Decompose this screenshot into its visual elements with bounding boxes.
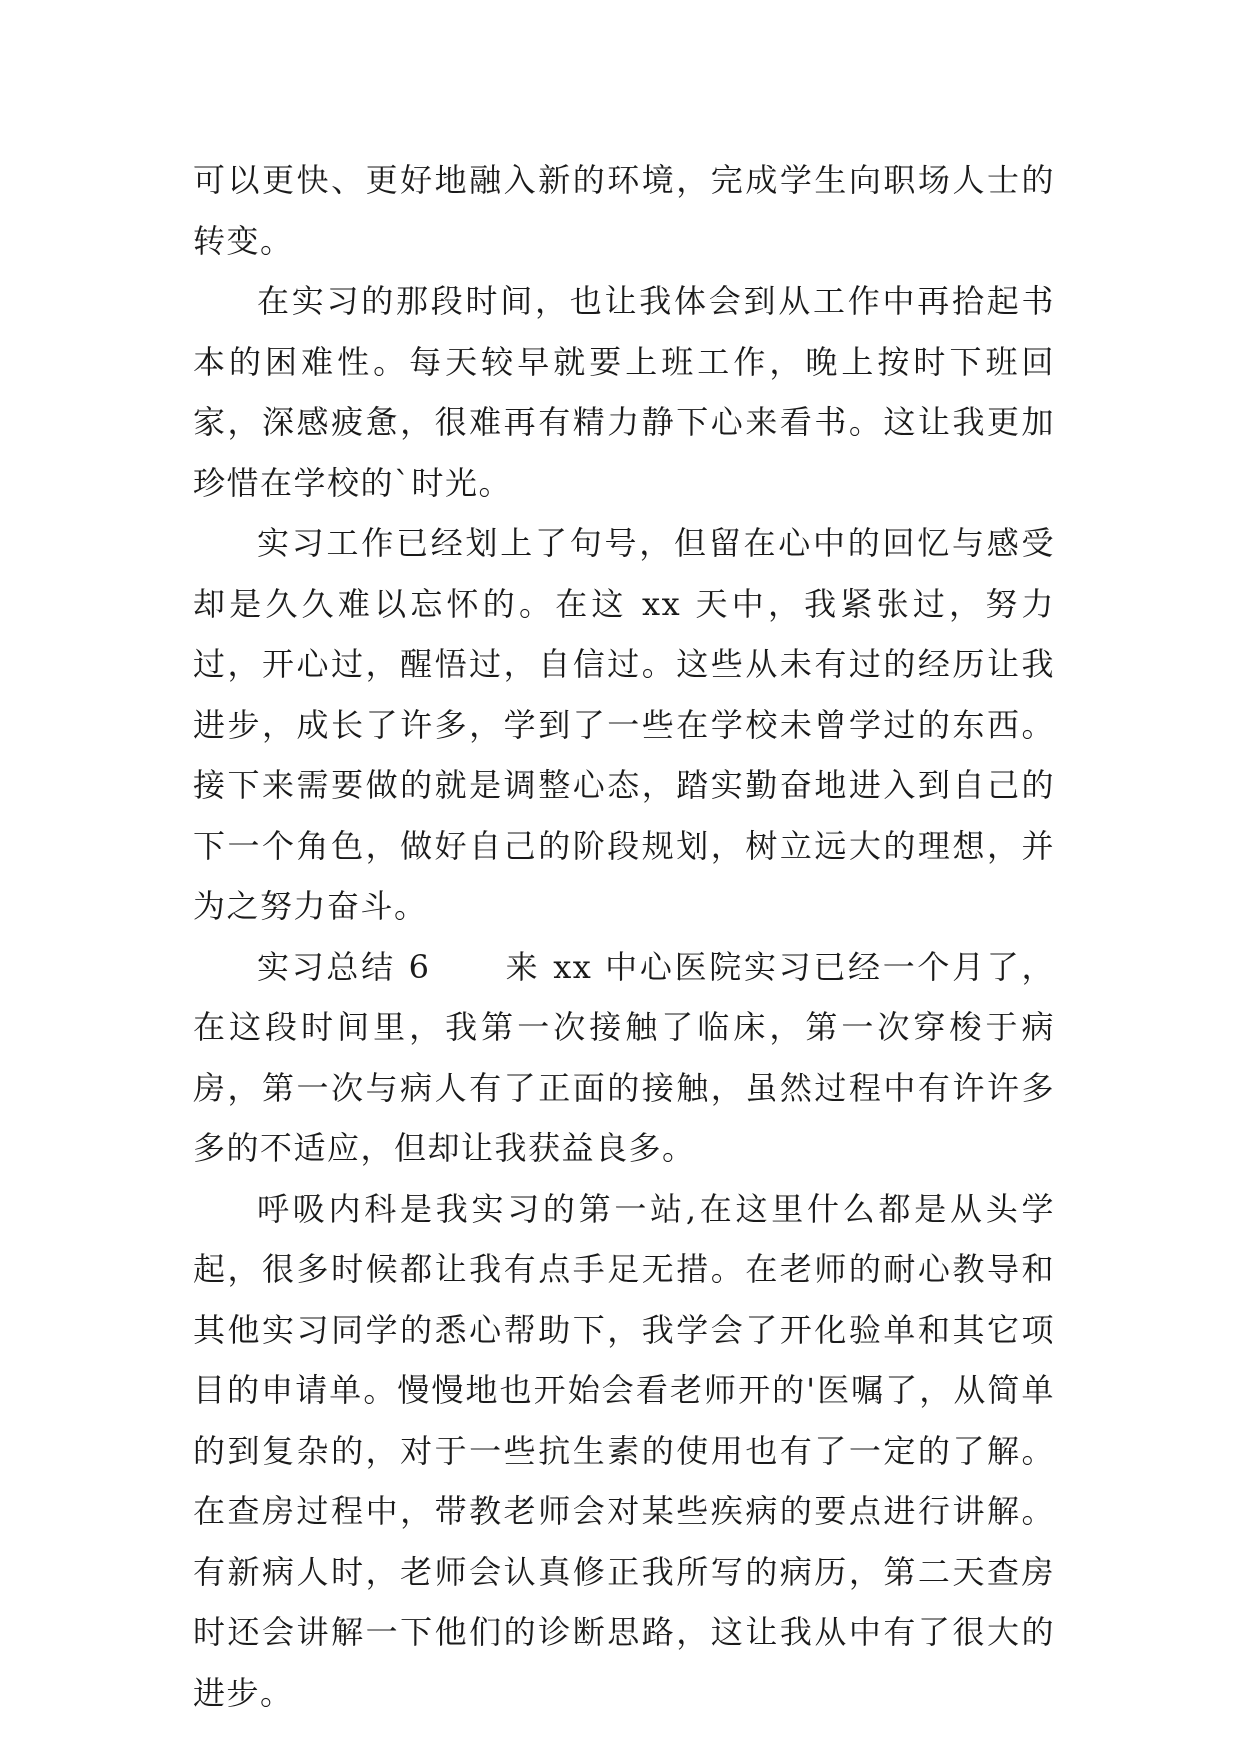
- paragraph-internship-reflection: 实习工作已经划上了句号，但留在心中的回忆与感受却是久久难以忘怀的。在这 xx 天中，我紧张过，努力过，开心过，醒悟过，自信过。这些从未有过的经历让我进步，成长了许多，学到了一些在学校未曾学过的东西。接下来需要做的就是调整心态，踏实勤奋地进入到自己的下一个角色，做好自己的阶段规划，树立远大的理想，并为之努力奋斗。: [193, 524, 1055, 925]
- section-intro-text: 来 xx 中心医院实习已经一个月了，在这段时间里，我第一次接触了临床，第一次穿梭于病房，第一次与病人有了正面的接触，虽然过程中有许许多多的不适应，但却让我获益良多。: [193, 947, 1055, 1167]
- paragraph-continuation: 可以更快、更好地融入新的环境，完成学生向职场人士的转变。: [193, 161, 1055, 260]
- paragraph-study-difficulty: 在实习的那段时间，也让我体会到从工作中再拾起书本的困难性。每天较早就要上班工作，晚上按时下班回家，深感疲惫，很难再有精力静下心来看书。这让我更加珍惜在学校的`时光。: [193, 282, 1055, 502]
- document-body: [193, 150, 1055, 1723]
- section-heading: 实习总结 6: [257, 947, 431, 986]
- section-paragraph: [193, 937, 1055, 1179]
- paragraph-respiratory-dept: 呼吸内科是我实习的第一站,在这里什么都是从头学起，很多时候都让我有点手足无措。在老师的耐心教导和其他实习同学的悉心帮助下，我学会了开化验单和其它项目的申请单。慢慢地也开始会看老师开的'医嘱了，从简单的到复杂的，对于一些抗生素的使用也有了一定的了解。在查房过程中，带教老师会对某些疾病的要点进行讲解。有新病人时，老师会认真修正我所写的病历，第二天查房时还会讲解一下他们的诊断思路，这让我从中有了很大的进步。: [193, 1189, 1055, 1712]
